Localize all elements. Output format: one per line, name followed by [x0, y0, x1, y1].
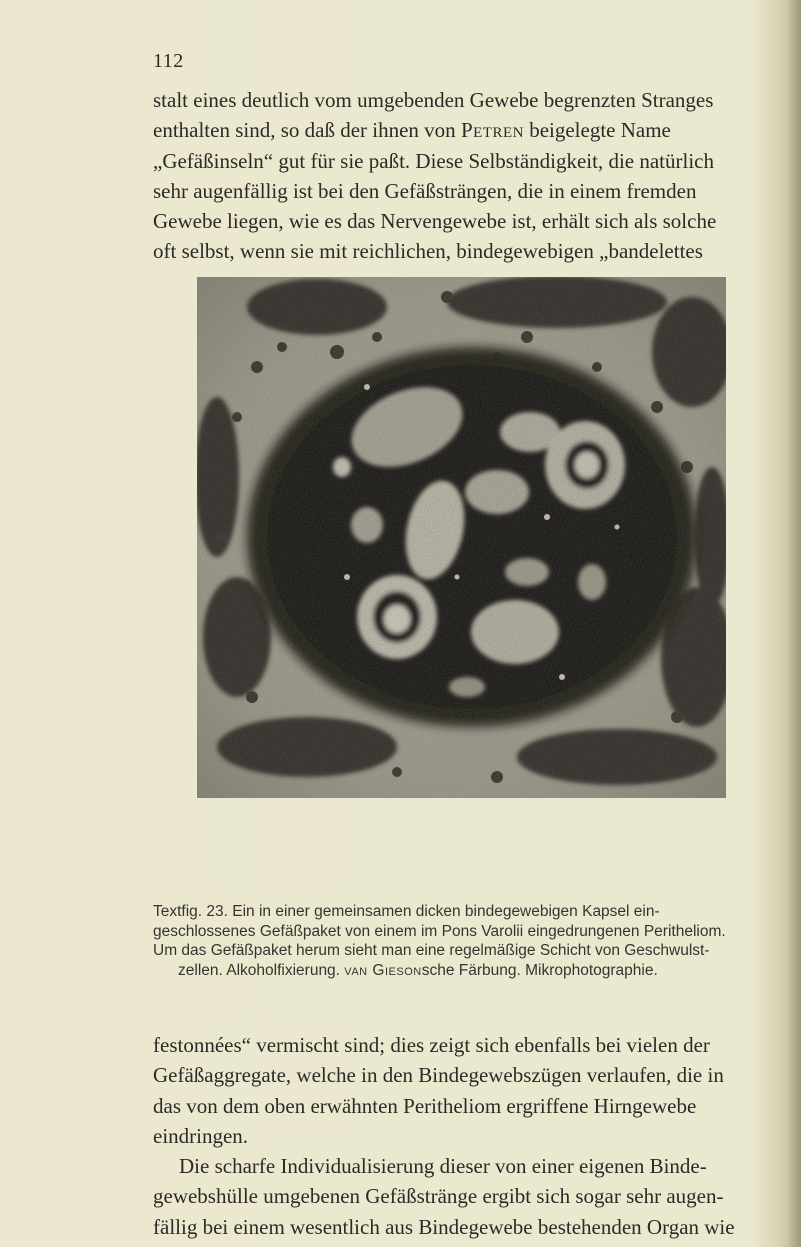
text-line: Die scharfe Individualisierung dieser von einer eigenen Binde-	[179, 1154, 707, 1179]
text-line: eindringen.	[153, 1123, 249, 1148]
paragraph-top	[153, 85, 783, 267]
text-line: oft selbst, wenn sie mit reichlichen, bindegewebigen „bandelettes	[153, 239, 703, 264]
text-line: festonnées“ vermischt sind; dies zeigt sich ebenfalls bei vielen der	[153, 1033, 710, 1057]
text-line: „Gefäßinseln“ gut für sie paßt. Diese Selbständigkeit, die natürlich	[153, 148, 715, 173]
caption-line: geschlossenes Gefäßpaket von einem im Pons Varolii eingedrungenen Peritheliom.	[153, 922, 726, 940]
page-number: 112	[153, 50, 184, 72]
micrograph-image	[197, 277, 726, 798]
text-line: fällig bei einem wesentlich aus Bindegewebe bestehenden Organ wie	[153, 1214, 735, 1239]
page-edge-shadow	[787, 0, 801, 1247]
text-line	[153, 115, 783, 145]
micrograph-svg	[197, 277, 726, 798]
text-line: stalt eines deutlich vom umgebenden Gewebe begrenzten Stranges	[153, 88, 714, 112]
caption-line	[153, 961, 783, 981]
text-line: das von dem oben erwähnten Peritheliom ergriffene Hirngewebe	[153, 1093, 697, 1118]
text-segment: enthalten sind, so daß der ihnen von	[153, 118, 461, 143]
caption-segment: sche Färbung. Mikrophotographie.	[421, 961, 658, 979]
figure-caption	[153, 902, 783, 980]
paragraph-bottom	[153, 1030, 783, 1242]
caption-segment: zellen. Alkoholfixierung.	[178, 961, 345, 979]
text-segment: beigelegte Name	[523, 118, 671, 143]
author-name: Petren	[460, 118, 524, 143]
text-line: sehr augenfällig ist bei den Gefäßsträngen, die in einem fremden	[153, 178, 697, 203]
caption-line: Textfig. 23. Ein in einer gemeinsamen dicken bindegewebigen Kapsel ein-	[153, 903, 660, 920]
text-line: Gewebe liegen, wie es das Nervengewebe ist, erhält sich als solche	[153, 209, 717, 234]
text-line: Gefäßaggregate, welche in den Bindegewebszügen verlaufen, die in	[153, 1063, 724, 1088]
author-name: van Gieson	[344, 961, 422, 979]
text-line: gewebshülle umgebenen Gefäßstränge ergibt sich sogar sehr augen-	[153, 1184, 724, 1209]
caption-line: Um das Gefäßpaket herum sieht man eine regelmäßige Schicht von Geschwulst-	[153, 942, 710, 959]
